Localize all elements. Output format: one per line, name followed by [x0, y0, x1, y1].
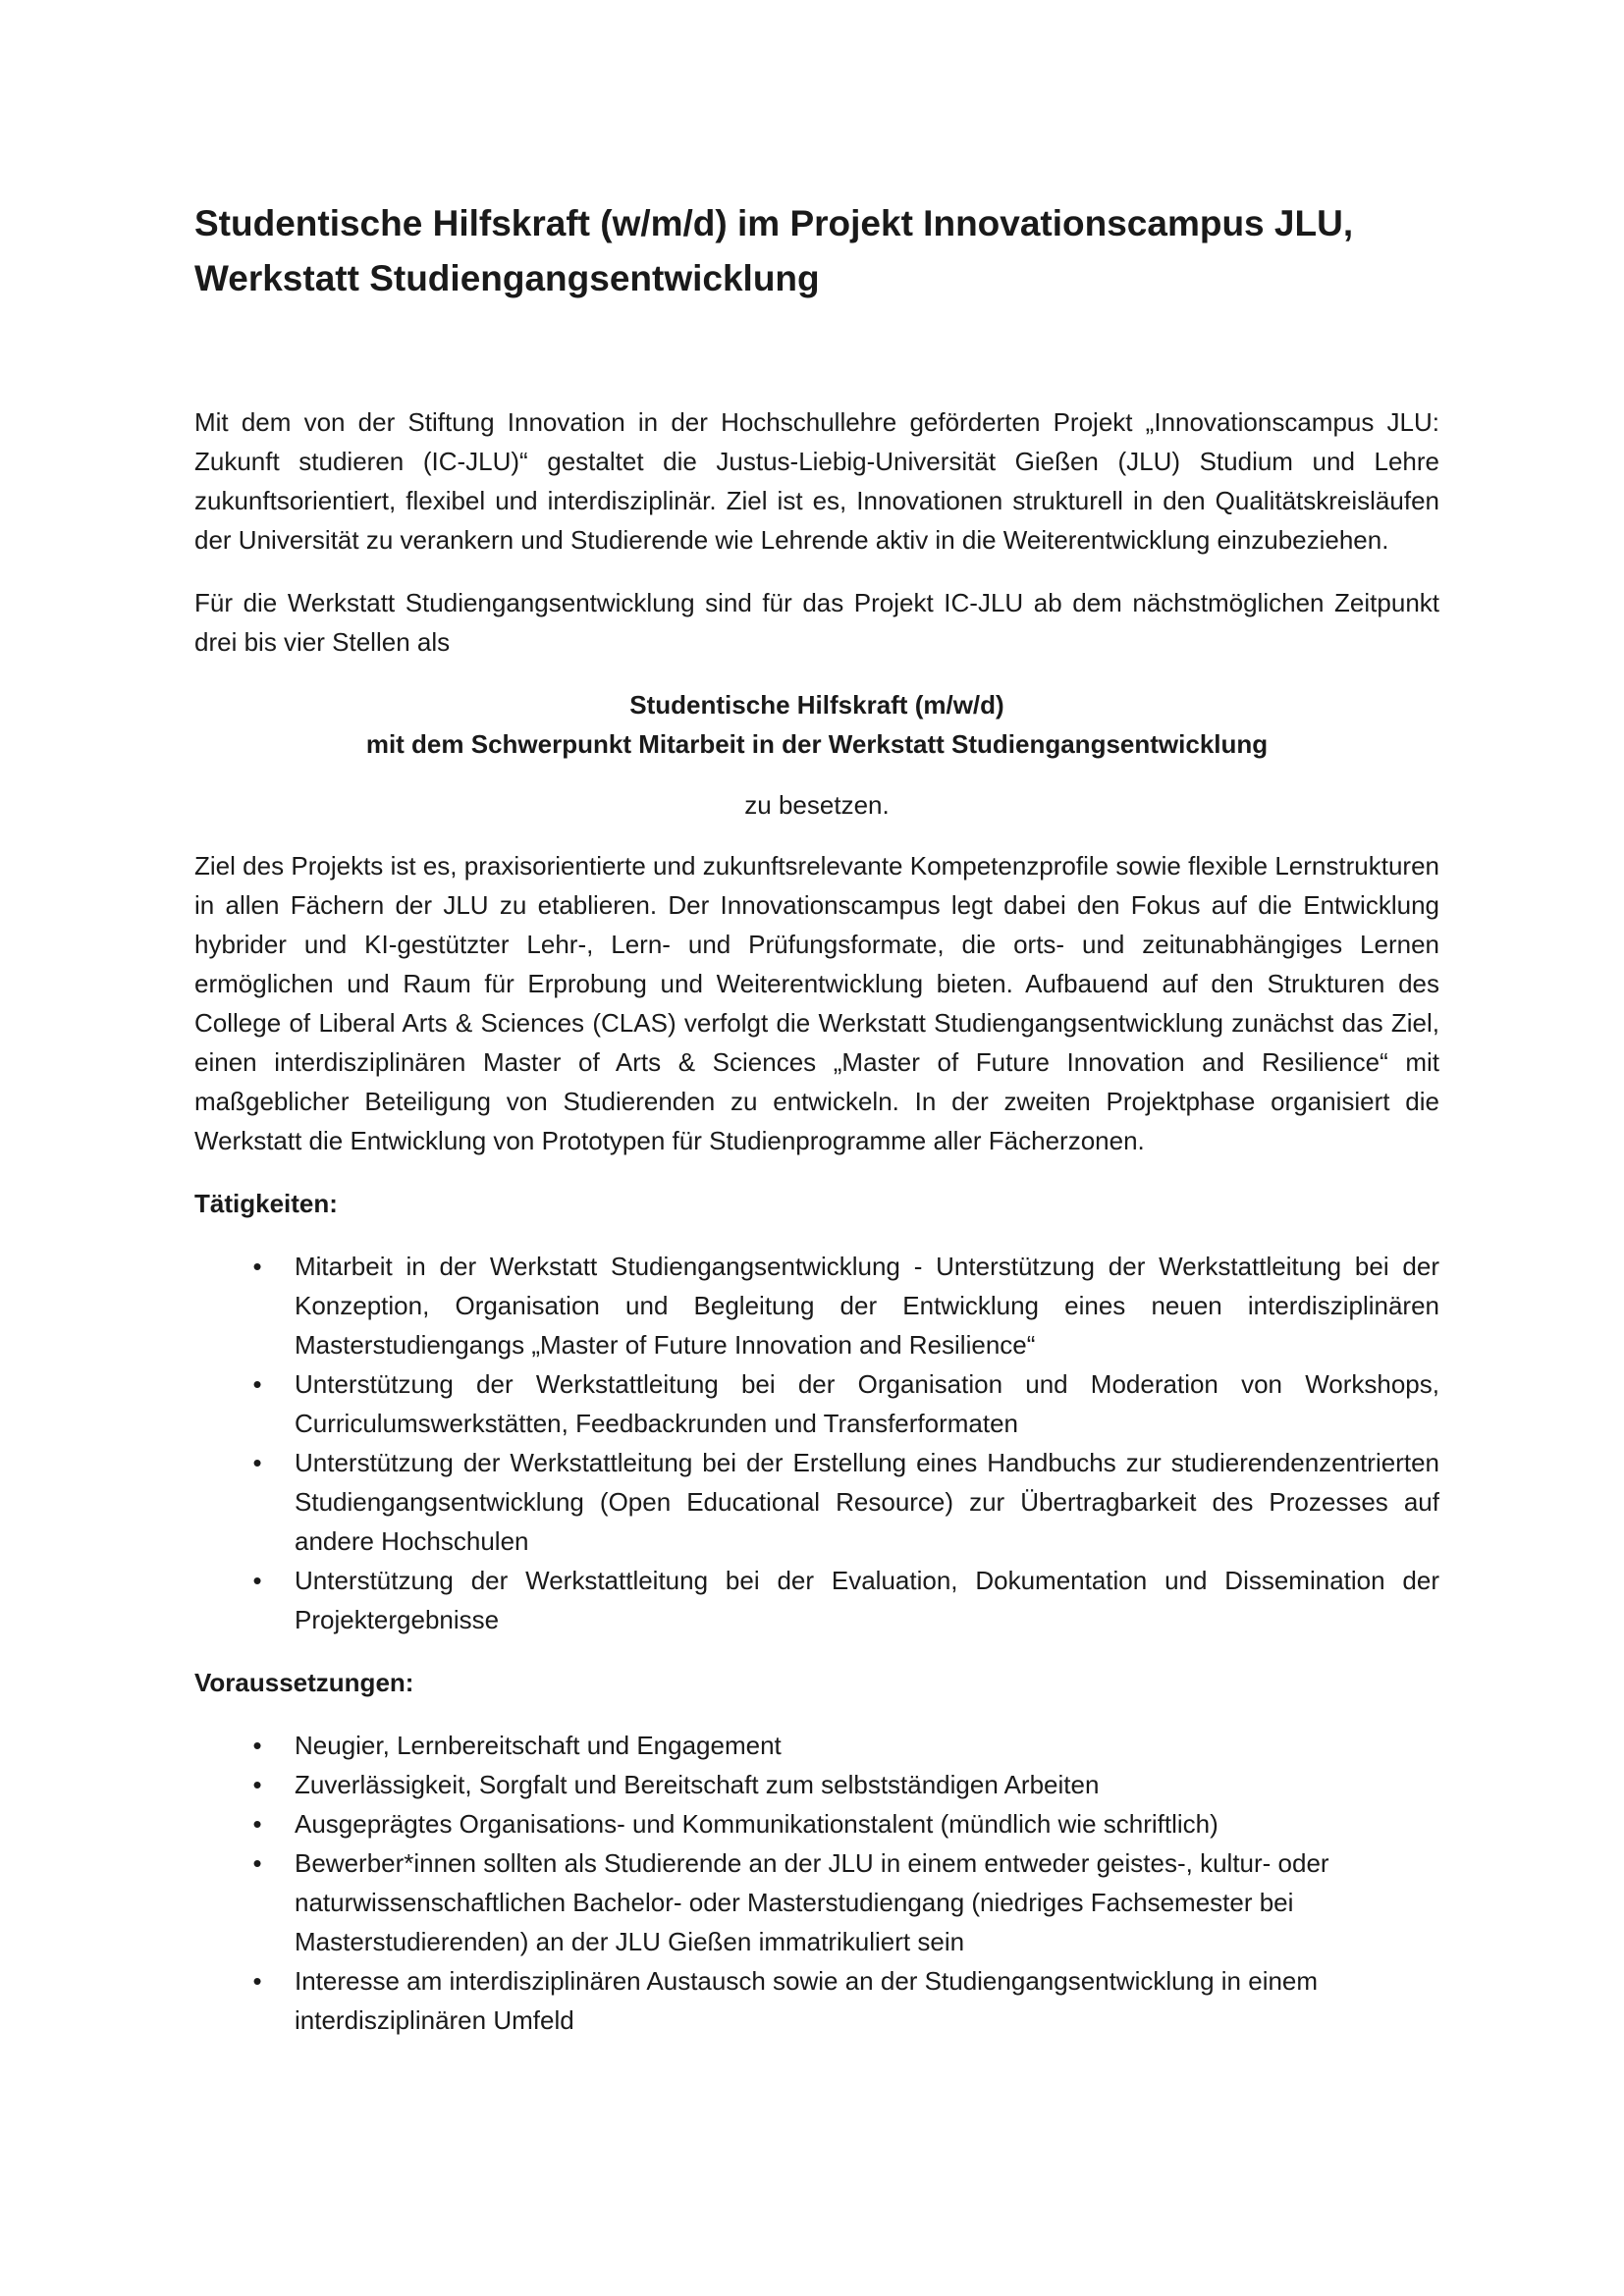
bullet-icon: • — [252, 1369, 262, 1399]
bullet-icon: • — [252, 1566, 262, 1595]
position-title-block — [194, 685, 1439, 764]
list-item-text: Unterstützung der Werkstattleitung bei der Erstellung eines Handbuchs zur studierendenzentrierten Studiengangsentwicklung (Open Educational Resource) zur Übertragbarkeit des Prozesses auf andere Hochschulen — [295, 1448, 1439, 1556]
list-item — [194, 1765, 1439, 1804]
bullet-icon: • — [252, 1966, 262, 1996]
list-item-text: Zuverlässigkeit, Sorgfalt und Bereitschaft zum selbstständigen Arbeiten — [295, 1770, 1100, 1799]
activities-heading: Tätigkeiten: — [194, 1189, 338, 1218]
requirements-heading: Voraussetzungen: — [194, 1668, 414, 1697]
goal-paragraph: Ziel des Projekts ist es, praxisorientierte und zukunftsrelevante Kompetenzprofile sowie flexible Lernstrukturen in allen Fächern der JLU zu etablieren. Der Innovationscampus legt dabei den Fokus auf die Entwicklung hybrider und KI-gestützter Lehr-, Lern- und Prüfungsformate, die orts- und zeitunabhängiges Lernen ermöglichen und Raum für Erprobung und Weiterentwicklung bieten. Aufbauend auf den Strukturen des College of Liberal Arts & Sciences (CLAS) verfolgt die Werkstatt Studiengangsentwicklung zunächst das Ziel, einen interdisziplinären Master of Arts & Sciences „Master of Future Innovation and Resilience“ mit maßgeblicher Beteiligung von Studierenden zu entwickeln. In der zweiten Projektphase organisiert die Werkstatt die Entwicklung von Prototypen für Studienprogramme aller Fächerzonen. — [194, 851, 1439, 1155]
list-item-text: Ausgeprägtes Organisations- und Kommunikationstalent (mündlich wie schriftlich) — [295, 1809, 1218, 1839]
page-title — [194, 196, 1439, 306]
list-item — [194, 1804, 1439, 1843]
position-title-line-2: mit dem Schwerpunkt Mitarbeit in der Werkstatt Studiengangsentwicklung — [365, 729, 1269, 759]
page-title-line-2: Werkstatt Studiengangsentwicklung — [194, 258, 820, 298]
list-item-text: Unterstützung der Werkstattleitung bei der Organisation und Moderation von Workshops, Curriculumswerkstätten, Feedbackrunden und Transferformaten — [295, 1369, 1439, 1438]
list-item-text: Interesse am interdisziplinären Austausch sowie an der Studiengangsentwicklung in einem interdisziplinären Umfeld — [295, 1966, 1319, 2035]
list-item — [194, 1443, 1439, 1561]
bullet-icon: • — [252, 1848, 262, 1878]
to-fill-text: zu besetzen. — [744, 790, 890, 820]
list-item — [194, 1364, 1439, 1443]
list-item — [194, 1561, 1439, 1639]
bullet-icon: • — [252, 1448, 262, 1477]
list-item — [194, 1247, 1439, 1364]
list-item-text: Bewerber*innen sollten als Studierende an der JLU in einem entweder geistes-, kultur- oder naturwissenschaftlichen Bachelor- oder Masterstudiengang (niedriges Fachsemester bei Masterstudierenden) an der JLU Gießen immatrikuliert sein — [295, 1848, 1329, 1956]
list-item — [194, 1843, 1439, 1961]
bullet-icon: • — [252, 1731, 262, 1760]
bullet-icon: • — [252, 1252, 262, 1281]
requirements-list — [194, 1726, 1439, 2040]
positions-paragraph: Für die Werkstatt Studiengangsentwicklung sind für das Projekt IC-JLU ab dem nächstmöglichen Zeitpunkt drei bis vier Stellen als — [194, 588, 1439, 657]
list-item — [194, 1961, 1439, 2040]
bullet-icon: • — [252, 1809, 262, 1839]
list-item-text: Neugier, Lernbereitschaft und Engagement — [295, 1731, 782, 1760]
intro-paragraph: Mit dem von der Stiftung Innovation in der Hochschullehre geförderten Projekt „Innovationscampus JLU: Zukunft studieren (IC-JLU)“ gestaltet die Justus-Liebig-Universität Gießen (JLU) Studium und Lehre zukunftsorientiert, flexibel und interdisziplinär. Ziel ist es, Innovationen strukturell in den Qualitätskreisläufen der Universität zu verankern und Studierende wie Lehrende aktiv in die Weiterentwicklung einzubeziehen. — [194, 407, 1439, 555]
list-item-text: Mitarbeit in der Werkstatt Studiengangsentwicklung - Unterstützung der Werkstattleitung bei der Konzeption, Organisation und Begleitung der Entwicklung eines neuen interdisziplinären Masterstudiengangs „Master of Future Innovation and Resilience“ — [295, 1252, 1439, 1360]
list-item-text: Unterstützung der Werkstattleitung bei der Evaluation, Dokumentation und Dissemination der Projektergebnisse — [295, 1566, 1439, 1634]
list-item — [194, 1726, 1439, 1765]
page-title-line-1: Studentische Hilfskraft (w/m/d) im Projekt Innovationscampus JLU, — [194, 203, 1354, 243]
document-page — [194, 196, 1439, 2063]
activities-list — [194, 1247, 1439, 1639]
bullet-icon: • — [252, 1770, 262, 1799]
position-title-line-1: Studentische Hilfskraft (m/w/d) — [629, 690, 1004, 720]
